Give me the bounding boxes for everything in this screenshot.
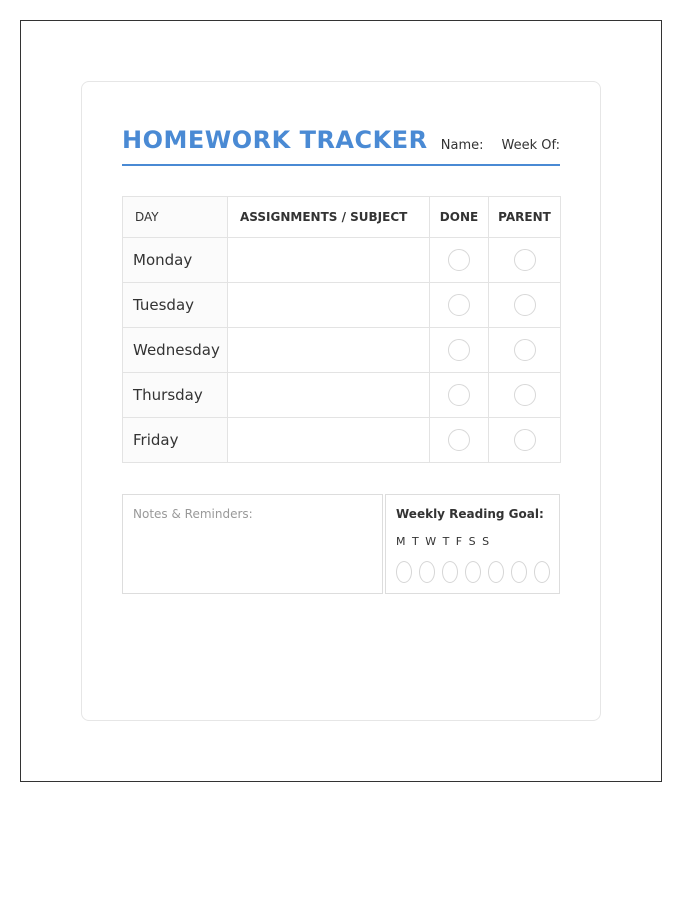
notes-box[interactable] [122,494,383,594]
table-header-row [123,197,561,238]
table-row [123,238,561,283]
done-checkbox[interactable] [448,249,470,271]
column-header-parent: PARENT [489,197,561,238]
header-meta [441,138,560,153]
done-checkbox[interactable] [448,429,470,451]
column-header-assignments: ASSIGNMENTS / SUBJECT [228,197,430,238]
reading-day-marks [396,561,550,587]
tracker-sheet [81,81,601,721]
table-row [123,373,561,418]
sheet-header [122,126,560,166]
parent-checkbox[interactable] [514,384,536,406]
done-checkbox[interactable] [448,294,470,316]
assignment-cell[interactable] [228,283,430,328]
reading-day-checkbox[interactable] [465,561,481,583]
parent-checkbox[interactable] [514,429,536,451]
parent-checkbox[interactable] [514,339,536,361]
parent-checkbox[interactable] [514,249,536,271]
name-label: Name: [440,138,484,153]
day-cell: Monday [123,238,228,283]
done-checkbox[interactable] [448,384,470,406]
week-of-label: Week Of: [501,138,560,153]
reading-goal-box [385,494,560,594]
table-row [123,328,561,373]
done-checkbox[interactable] [448,339,470,361]
reading-day-checkbox[interactable] [419,561,435,583]
column-header-done: DONE [430,197,489,238]
day-cell: Friday [123,418,228,463]
assignment-cell[interactable] [228,418,430,463]
homework-table [122,196,561,463]
table-row [123,283,561,328]
reading-goal-label: Weekly Reading Goal: [396,507,544,521]
bottom-section [122,494,560,594]
day-cell: Tuesday [123,283,228,328]
notes-label: Notes & Reminders: [133,507,253,521]
assignment-cell[interactable] [228,373,430,418]
reading-day-checkbox[interactable] [442,561,458,583]
page-frame [20,20,662,782]
parent-checkbox[interactable] [514,294,536,316]
reading-day-checkbox[interactable] [488,561,504,583]
assignment-cell[interactable] [228,238,430,283]
column-header-day: DAY [123,197,228,238]
reading-day-checkbox[interactable] [534,561,550,583]
reading-day-checkbox[interactable] [511,561,527,583]
reading-day-checkbox[interactable] [396,561,412,583]
reading-days-letters: M T W T F S S [396,535,491,548]
table-row [123,418,561,463]
day-cell: Wednesday [123,328,228,373]
day-cell: Thursday [123,373,228,418]
assignment-cell[interactable] [228,328,430,373]
page-title: HOMEWORK TRACKER [122,126,428,154]
